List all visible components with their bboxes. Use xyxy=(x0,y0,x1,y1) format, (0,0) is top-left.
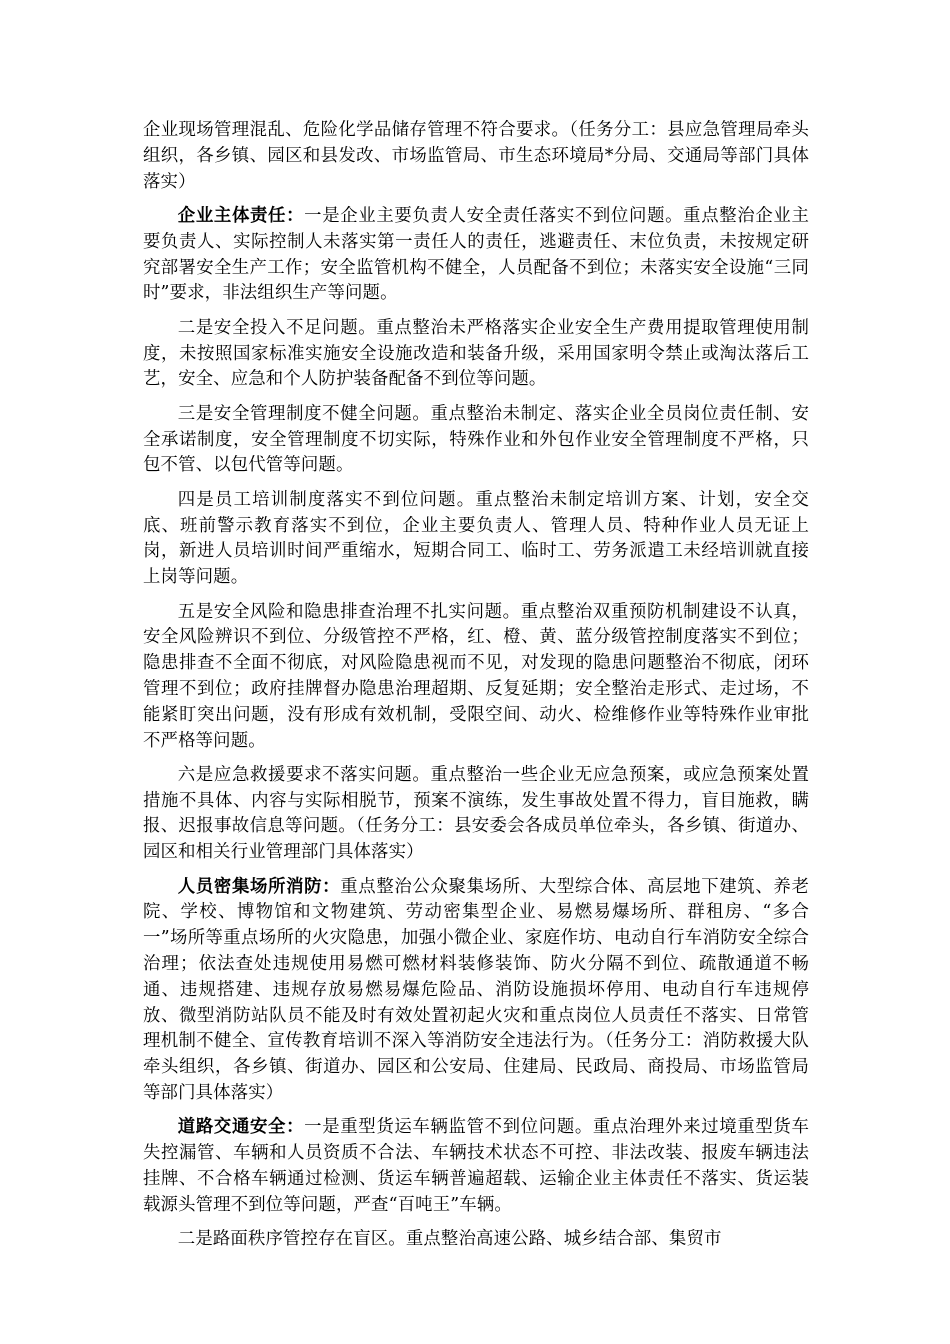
paragraph-8 xyxy=(143,875,809,1107)
paragraph-text: 六是应急救援要求不落实问题。重点整治一些企业无应急预案，或应急预案处置措施不具体、内容与实际相脱节，预案不演练，发生事故处置不得力，盲目施救，瞒报、迟报事故信息等问题。（任务分工：县安委会各成员单位牵头，各乡镇、街道办、园区和相关行业管理部门具体落实） xyxy=(143,764,809,863)
paragraph-lead: 人员密集场所消防： xyxy=(177,876,341,897)
paragraph-10 xyxy=(143,1227,809,1253)
paragraph-text: 企业现场管理混乱、危险化学品储存管理不符合要求。（任务分工：县应急管理局牵头组织，各乡镇、园区和县发改、市场监管局、市生态环境局*分局、交通局等部门具体落实） xyxy=(143,120,809,192)
document-page xyxy=(143,118,809,1262)
paragraph-text: 重点整治公众聚集场所、大型综合体、高层地下建筑、养老院、学校、博物馆和文物建筑、劳动密集型企业、易燃易爆场所、群租房、“多合一”场所等重点场所的火灾隐患，加强小微企业、家庭作坊、电动自行车消防安全综合治理；依法查处违规使用易燃可燃材料装修装饰、防火分隔不到位、疏散通道不畅通、违规搭建、违规存放易燃易爆危险品、消防设施损坏停用、电动自行车违规停放、微型消防站队员不能及时有效处置初起火灾和重点岗位人员责任不落实、日常管理机制不健全、宣传教育培训不深入等消防安全违法行为。（任务分工：消防救援大队牵头组织，各乡镇、街道办、园区和公安局、住建局、民政局、商投局、市场监管局等部门具体落实） xyxy=(143,876,809,1104)
paragraph-text: 一是企业主要负责人安全责任落实不到位问题。重点整治企业主要负责人、实际控制人未落实第一责任人的责任，逃避责任、末位负责，未按规定研究部署安全生产工作；安全监管机构不健全，人员配备不到位；未落实安全设施“三同时”要求，非法组织生产等问题。 xyxy=(143,205,809,304)
paragraph-1 xyxy=(143,118,809,195)
paragraph-2 xyxy=(143,204,809,307)
paragraph-9 xyxy=(143,1115,809,1218)
paragraph-text: 二是安全投入不足问题。重点整治未严格落实企业安全生产费用提取管理使用制度，未按照国家标准实施安全设施改造和装备升级，采用国家明令禁止或淘汰落后工艺，安全、应急和个人防护装备配备不到位等问题。 xyxy=(143,317,809,390)
paragraph-4 xyxy=(143,402,809,479)
paragraph-lead: 道路交通安全： xyxy=(177,1117,305,1138)
paragraph-5 xyxy=(143,488,809,591)
paragraph-text: 一是重型货运车辆监管不到位问题。重点治理外来过境重型货车失控漏管、车辆和人员资质不合法、车辆技术状态不可控、非法改装、报废车辆违法挂牌、不合格车辆通过检测、货运车辆普遍超载、运输企业主体责任不落实、货运装载源头管理不到位等问题，严查“百吨王”车辆。 xyxy=(143,1117,809,1215)
paragraph-lead: 企业主体责任： xyxy=(177,205,305,226)
paragraph-3 xyxy=(143,316,809,393)
paragraph-text: 五是安全风险和隐患排查治理不扎实问题。重点整治双重预防机制建设不认真，安全风险辨识不到位、分级管控不严格，红、橙、黄、蓝分级管控制度落实不到位；隐患排查不全面不彻底，对风险隐患视而不见，对发现的隐患问题整治不彻底，闭环管理不到位；政府挂牌督办隐患治理超期、反复延期；安全整治走形式、走过场，不能紧盯突出问题，没有形成有效机制，受限空间、动火、检维修作业等特殊作业审批不严格等问题。 xyxy=(143,601,809,751)
paragraph-7 xyxy=(143,763,809,866)
paragraph-text: 三是安全管理制度不健全问题。重点整治未制定、落实企业全员岗位责任制、安全承诺制度，安全管理制度不切实际，特殊作业和外包作业安全管理制度不严格，只包不管、以包代管等问题。 xyxy=(143,403,809,476)
paragraph-text: 四是员工培训制度落实不到位问题。重点整治未制定培训方案、计划，安全交底、班前警示教育落实不到位，企业主要负责人、管理人员、特种作业人员无证上岗，新进人员培训时间严重缩水，短期合同工、临时工、劳务派遣工未经培训就直接上岗等问题。 xyxy=(143,489,809,588)
paragraph-6 xyxy=(143,600,809,755)
paragraph-text: 二是路面秩序管控存在盲区。重点整治高速公路、城乡结合部、集贸市 xyxy=(177,1229,722,1250)
